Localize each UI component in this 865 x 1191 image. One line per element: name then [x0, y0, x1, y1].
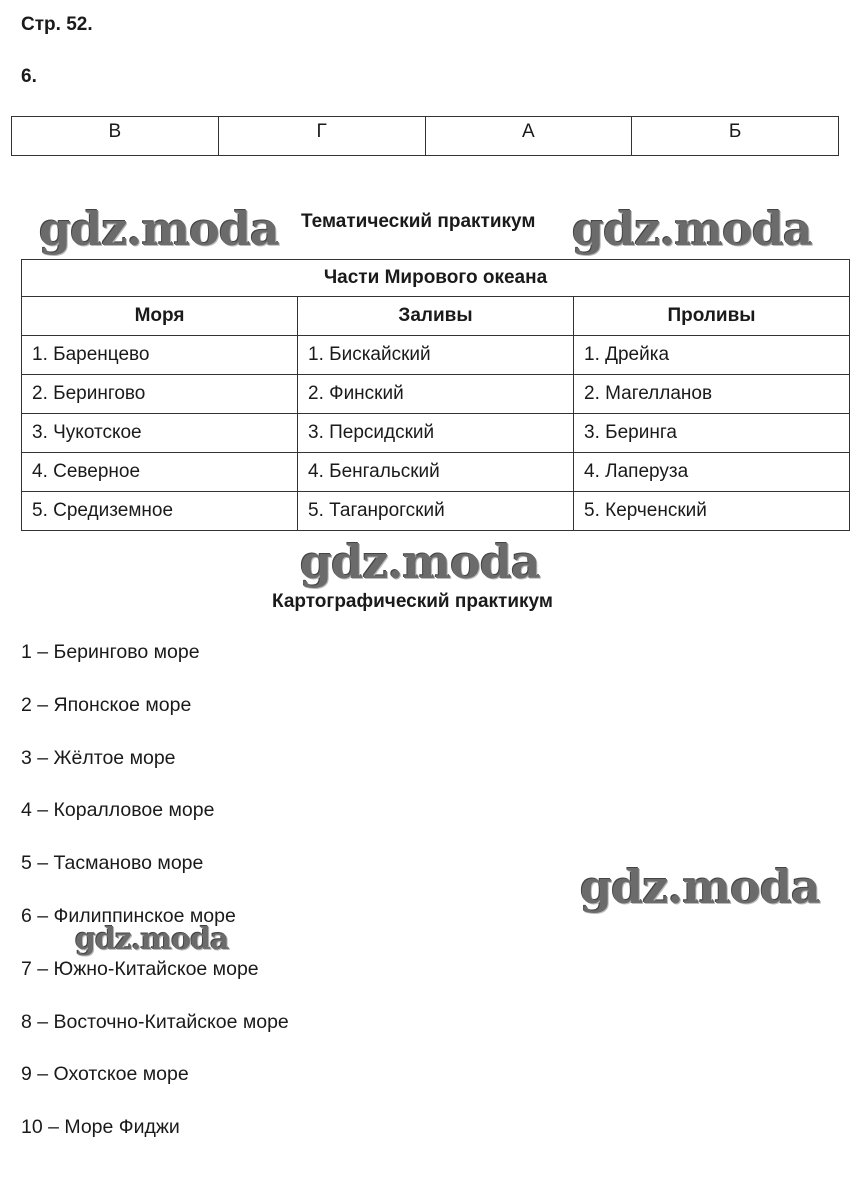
table-cell: 4. Северное	[22, 453, 298, 492]
list-item: 6 – Филиппинское море	[21, 904, 236, 927]
table-cell: 2. Берингово	[22, 375, 298, 414]
column-header-bays: Заливы	[298, 297, 574, 336]
list-item: 5 – Тасманово море	[21, 852, 204, 875]
table-cell: 5. Таганрогский	[298, 492, 574, 531]
table-cell: 3. Персидский	[298, 414, 574, 453]
answer-cell: Г	[218, 117, 425, 156]
table-row	[22, 453, 850, 492]
answer-cell: В	[12, 117, 219, 156]
watermark: gdz.moda	[572, 202, 812, 256]
answer-row	[12, 117, 839, 156]
table-row	[22, 414, 850, 453]
table-cell: 3. Чукотское	[22, 414, 298, 453]
task-number: 6.	[21, 66, 37, 87]
table-cell: 1. Бискайский	[298, 336, 574, 375]
list-item: 3 – Жёлтое море	[21, 746, 176, 769]
table-header-row	[22, 297, 850, 336]
table-row	[22, 336, 850, 375]
list-item: 2 – Японское море	[21, 693, 192, 716]
table-cell: 4. Лаперуза	[574, 453, 850, 492]
list-item: 8 – Восточно-Китайское море	[21, 1010, 289, 1033]
cartographic-title: Картографический практикум	[272, 591, 553, 612]
table-caption: Части Мирового океана	[22, 260, 850, 297]
table-cell: 1. Баренцево	[22, 336, 298, 375]
table-cell: 2. Финский	[298, 375, 574, 414]
table-row	[22, 375, 850, 414]
answer-table	[11, 116, 839, 156]
table-cell: 1. Дрейка	[574, 336, 850, 375]
watermark: gdz.moda	[39, 202, 279, 256]
list-item: 4 – Коралловое море	[21, 799, 215, 822]
table-cell: 2. Магелланов	[574, 375, 850, 414]
watermark: gdz.moda	[580, 860, 820, 914]
list-item: 10 – Море Фиджи	[21, 1116, 180, 1139]
list-item: 9 – Охотское море	[21, 1063, 189, 1086]
answer-cell: А	[425, 117, 632, 156]
column-header-seas: Моря	[22, 297, 298, 336]
watermark: gdz.moda	[75, 922, 229, 957]
list-item: 7 – Южно-Китайское море	[21, 957, 259, 980]
watermark: gdz.moda	[300, 535, 540, 589]
table-row	[22, 492, 850, 531]
table-cell: 4. Бенгальский	[298, 453, 574, 492]
ocean-parts-table	[21, 259, 850, 531]
table-cell: 5. Керченский	[574, 492, 850, 531]
thematic-title: Тематический практикум	[301, 211, 536, 232]
answer-cell: Б	[632, 117, 839, 156]
column-header-straits: Проливы	[574, 297, 850, 336]
list-item: 1 – Берингово море	[21, 641, 200, 663]
cartographic-list	[21, 640, 289, 1168]
table-cell: 5. Средиземное	[22, 492, 298, 531]
page-label: Стр. 52.	[21, 14, 93, 35]
table-cell: 3. Беринга	[574, 414, 850, 453]
